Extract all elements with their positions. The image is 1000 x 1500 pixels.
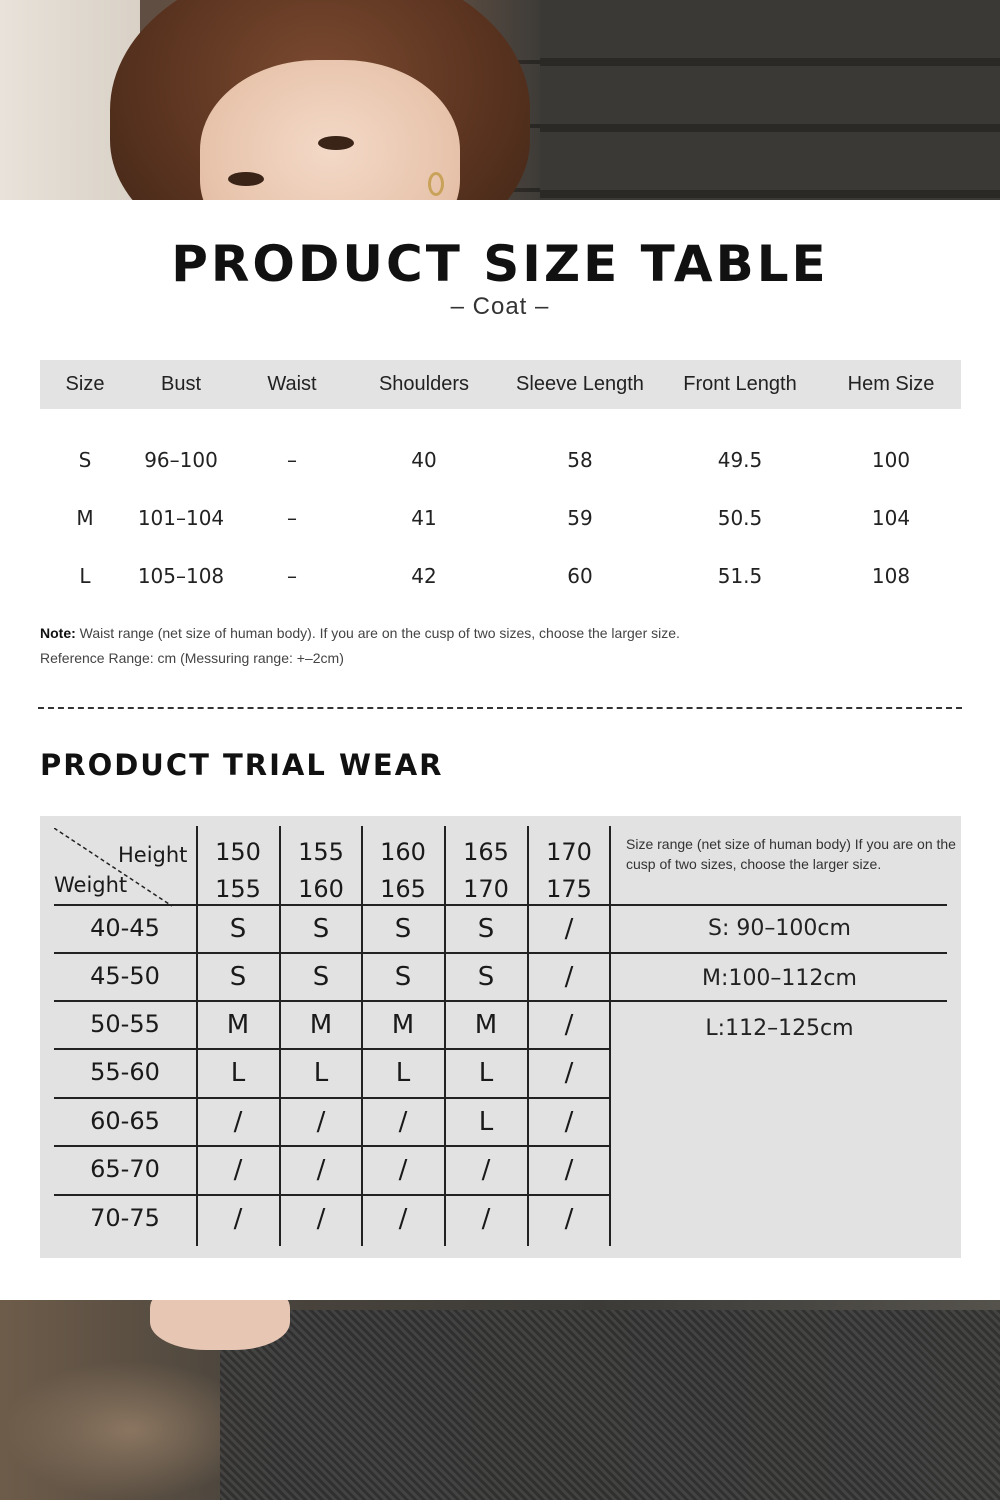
corner-height-label: Height	[118, 843, 188, 867]
grid-line	[611, 952, 947, 954]
height-column-header	[197, 834, 279, 908]
size-cell: S	[394, 914, 412, 944]
trial-wear-title: PRODUCT TRIAL WEAR	[40, 748, 444, 782]
table-cell: 108	[871, 564, 911, 588]
note-text: Waist range (net size of human body). If you are on the cusp of two sizes, choose the larger size.	[75, 625, 680, 641]
size-cell: L	[478, 1058, 494, 1088]
size-cell: /	[564, 1204, 574, 1234]
table-cell: S	[78, 448, 92, 472]
size-cell: M	[226, 1010, 250, 1040]
earring	[428, 172, 444, 196]
header-size: Size	[65, 373, 105, 395]
table-cell: –	[287, 564, 297, 588]
stairs-background	[540, 0, 1000, 200]
size-table-title: PRODUCT SIZE TABLE	[171, 235, 829, 293]
table-cell: –	[287, 506, 297, 530]
header-hem-size: Hem Size	[847, 373, 935, 395]
grid-line	[54, 1048, 610, 1050]
height-from: 155	[298, 838, 344, 866]
size-cell: /	[233, 1107, 243, 1137]
size-cell: M	[309, 1010, 333, 1040]
weight-row-label: 40-45	[90, 914, 160, 942]
table-cell: 101–104	[137, 506, 225, 530]
size-cell: L	[395, 1058, 411, 1088]
size-cell: /	[564, 1155, 574, 1185]
size-cell: /	[481, 1204, 491, 1234]
grid-line	[54, 1000, 610, 1002]
size-cell: /	[564, 914, 574, 944]
size-cell: S	[477, 914, 495, 944]
size-cell: /	[564, 1010, 574, 1040]
table-cell: –	[287, 448, 297, 472]
grid-line	[54, 1194, 610, 1196]
trial-wear-table	[40, 816, 961, 1258]
header-waist: Waist	[267, 373, 317, 395]
height-column-header	[362, 834, 444, 908]
table-cell: 59	[567, 506, 593, 530]
size-cell: M	[474, 1010, 498, 1040]
model-eye	[228, 172, 264, 186]
table-cell: 40	[411, 448, 437, 472]
weight-row-label: 55-60	[90, 1058, 160, 1086]
size-cell: /	[481, 1155, 491, 1185]
table-cell: 104	[871, 506, 911, 530]
height-from: 160	[380, 838, 426, 866]
size-cell: S	[312, 962, 330, 992]
size-range-note: Size range (net size of human body) If you are on the cusp of two sizes, choose the larger size.	[626, 836, 956, 872]
grid-line	[54, 1097, 610, 1099]
table-cell: 58	[567, 448, 593, 472]
size-cell: /	[398, 1204, 408, 1234]
weight-row-label: 45-50	[90, 962, 160, 990]
size-cell: S	[312, 914, 330, 944]
header-sleeve-length: Sleeve Length	[516, 373, 644, 395]
table-cell: 51.5	[717, 564, 763, 588]
size-range-m: M:100–112cm	[702, 966, 857, 991]
weight-row-label: 50-55	[90, 1010, 160, 1038]
table-cell: 41	[411, 506, 437, 530]
table-cell: 49.5	[717, 448, 763, 472]
weight-row-label: 65-70	[90, 1155, 160, 1183]
height-column-header	[280, 834, 362, 908]
size-note	[40, 625, 680, 641]
table-cell: 100	[871, 448, 911, 472]
size-cell: /	[564, 1058, 574, 1088]
size-cell: S	[477, 962, 495, 992]
size-table-subtitle: – Coat –	[450, 293, 550, 320]
size-range-l: L:112–125cm	[705, 1016, 854, 1041]
size-cell: M	[391, 1010, 415, 1040]
size-cell: S	[229, 914, 247, 944]
grid-line	[611, 904, 947, 906]
grid-line	[54, 1145, 610, 1147]
table-cell: L	[79, 564, 91, 588]
size-cell: S	[394, 962, 412, 992]
height-to: 175	[546, 875, 592, 903]
dashed-divider	[38, 707, 962, 709]
model-photo-top	[0, 0, 1000, 200]
corner-weight-label: Weight	[54, 873, 128, 897]
height-from: 170	[546, 838, 592, 866]
table-cell: 105–108	[137, 564, 225, 588]
height-column-header	[445, 834, 527, 908]
reference-range-note: Reference Range: cm (Messuring range: +–2cm)	[40, 650, 344, 666]
knit-coat-texture	[220, 1310, 1000, 1500]
size-cell: L	[478, 1107, 494, 1137]
header-shoulders: Shoulders	[378, 373, 470, 395]
model-hand	[150, 1300, 290, 1350]
size-cell: /	[233, 1155, 243, 1185]
table-cell: 50.5	[717, 506, 763, 530]
size-cell: /	[564, 1107, 574, 1137]
height-column-header	[528, 834, 610, 908]
size-cell: /	[398, 1155, 408, 1185]
grid-line	[611, 1000, 947, 1002]
weight-row-label: 60-65	[90, 1107, 160, 1135]
table-cell: 60	[567, 564, 593, 588]
table-cell: M	[76, 506, 94, 530]
size-cell: L	[313, 1058, 329, 1088]
size-chart-panel	[0, 200, 1000, 1300]
model-photo-bottom	[0, 1300, 1000, 1500]
height-from: 150	[215, 838, 261, 866]
size-cell: /	[316, 1107, 326, 1137]
size-cell: /	[233, 1204, 243, 1234]
model-eye	[318, 136, 354, 150]
height-to: 160	[298, 875, 344, 903]
table-cell: 96–100	[144, 448, 218, 472]
height-to: 165	[380, 875, 426, 903]
size-range-s: S: 90–100cm	[708, 916, 851, 941]
size-cell: L	[230, 1058, 246, 1088]
size-cell: /	[398, 1107, 408, 1137]
size-cell: /	[316, 1204, 326, 1234]
height-to: 170	[463, 875, 509, 903]
header-front-length: Front Length	[683, 373, 797, 395]
size-cell: S	[229, 962, 247, 992]
grid-line	[54, 952, 610, 954]
weight-row-label: 70-75	[90, 1204, 160, 1232]
header-bust: Bust	[160, 373, 202, 395]
size-cell: /	[564, 962, 574, 992]
table-cell: 42	[411, 564, 437, 588]
size-table-header	[40, 360, 961, 409]
height-to: 155	[215, 875, 261, 903]
note-label: Note:	[40, 625, 76, 641]
size-cell: /	[316, 1155, 326, 1185]
height-from: 165	[463, 838, 509, 866]
